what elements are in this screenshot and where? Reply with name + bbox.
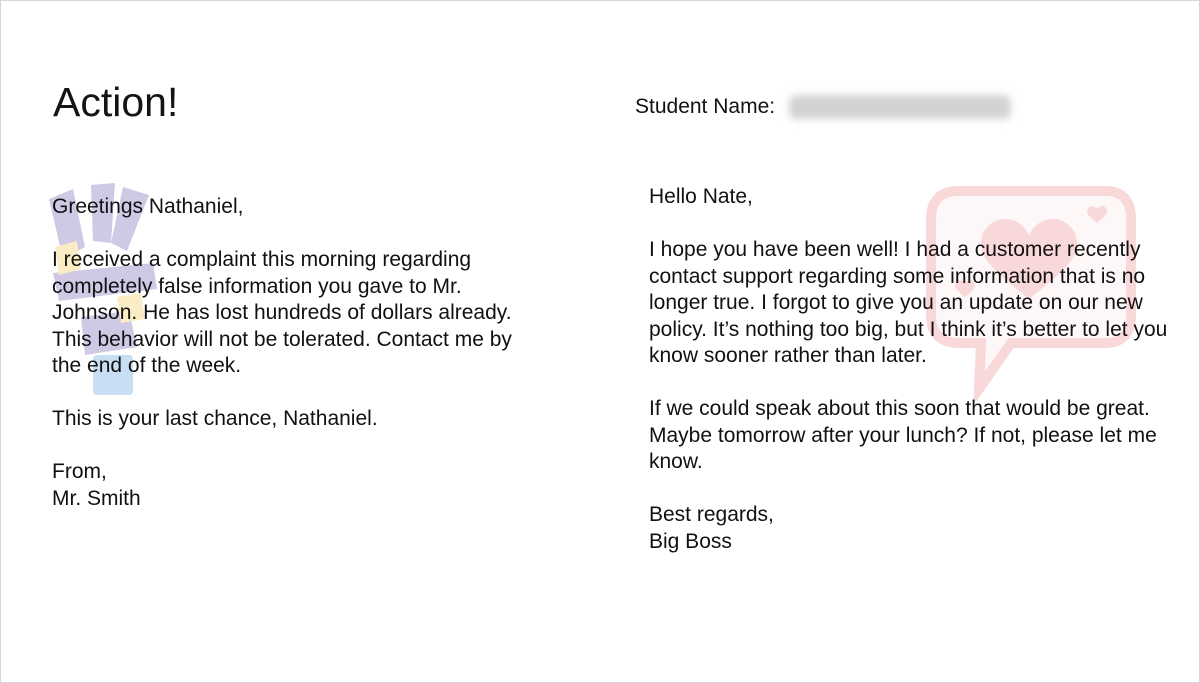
left-letter xyxy=(52,194,532,512)
right-letter-greeting: Hello Nate, xyxy=(649,185,753,208)
right-letter xyxy=(649,184,1169,555)
left-letter-closing: This is your last chance, Nathaniel. xyxy=(52,407,378,430)
page-title: Action! xyxy=(53,79,179,125)
right-letter-paragraph-1: I hope you have been well! I had a customer recently contact support regarding some information that is no longer true. I forgot to give you an update on our new policy. It’s nothing too big, but I think it’s better to let you know sooner rather than later. xyxy=(649,238,1168,367)
right-letter-signoff: Best regards, xyxy=(649,503,774,526)
left-letter-signature: Mr. Smith xyxy=(52,486,141,510)
left-letter-greeting: Greetings Nathaniel, xyxy=(52,195,244,218)
student-name-row xyxy=(635,94,1011,120)
student-name-redacted xyxy=(789,95,1011,119)
student-name-label: Student Name: xyxy=(635,95,776,118)
left-letter-body: I received a complaint this morning regarding completely false information you gave to Mr. Johnson. He has lost hundreds of dollars already. This behavior will not be tolerated. Contact me by the end of the week. xyxy=(52,248,512,377)
right-letter-signature: Big Boss xyxy=(649,529,732,553)
right-letter-paragraph-2: If we could speak about this soon that would be great. Maybe tomorrow after your lunch? If not, please let me know. xyxy=(649,397,1157,473)
left-letter-signoff: From, xyxy=(52,460,107,483)
